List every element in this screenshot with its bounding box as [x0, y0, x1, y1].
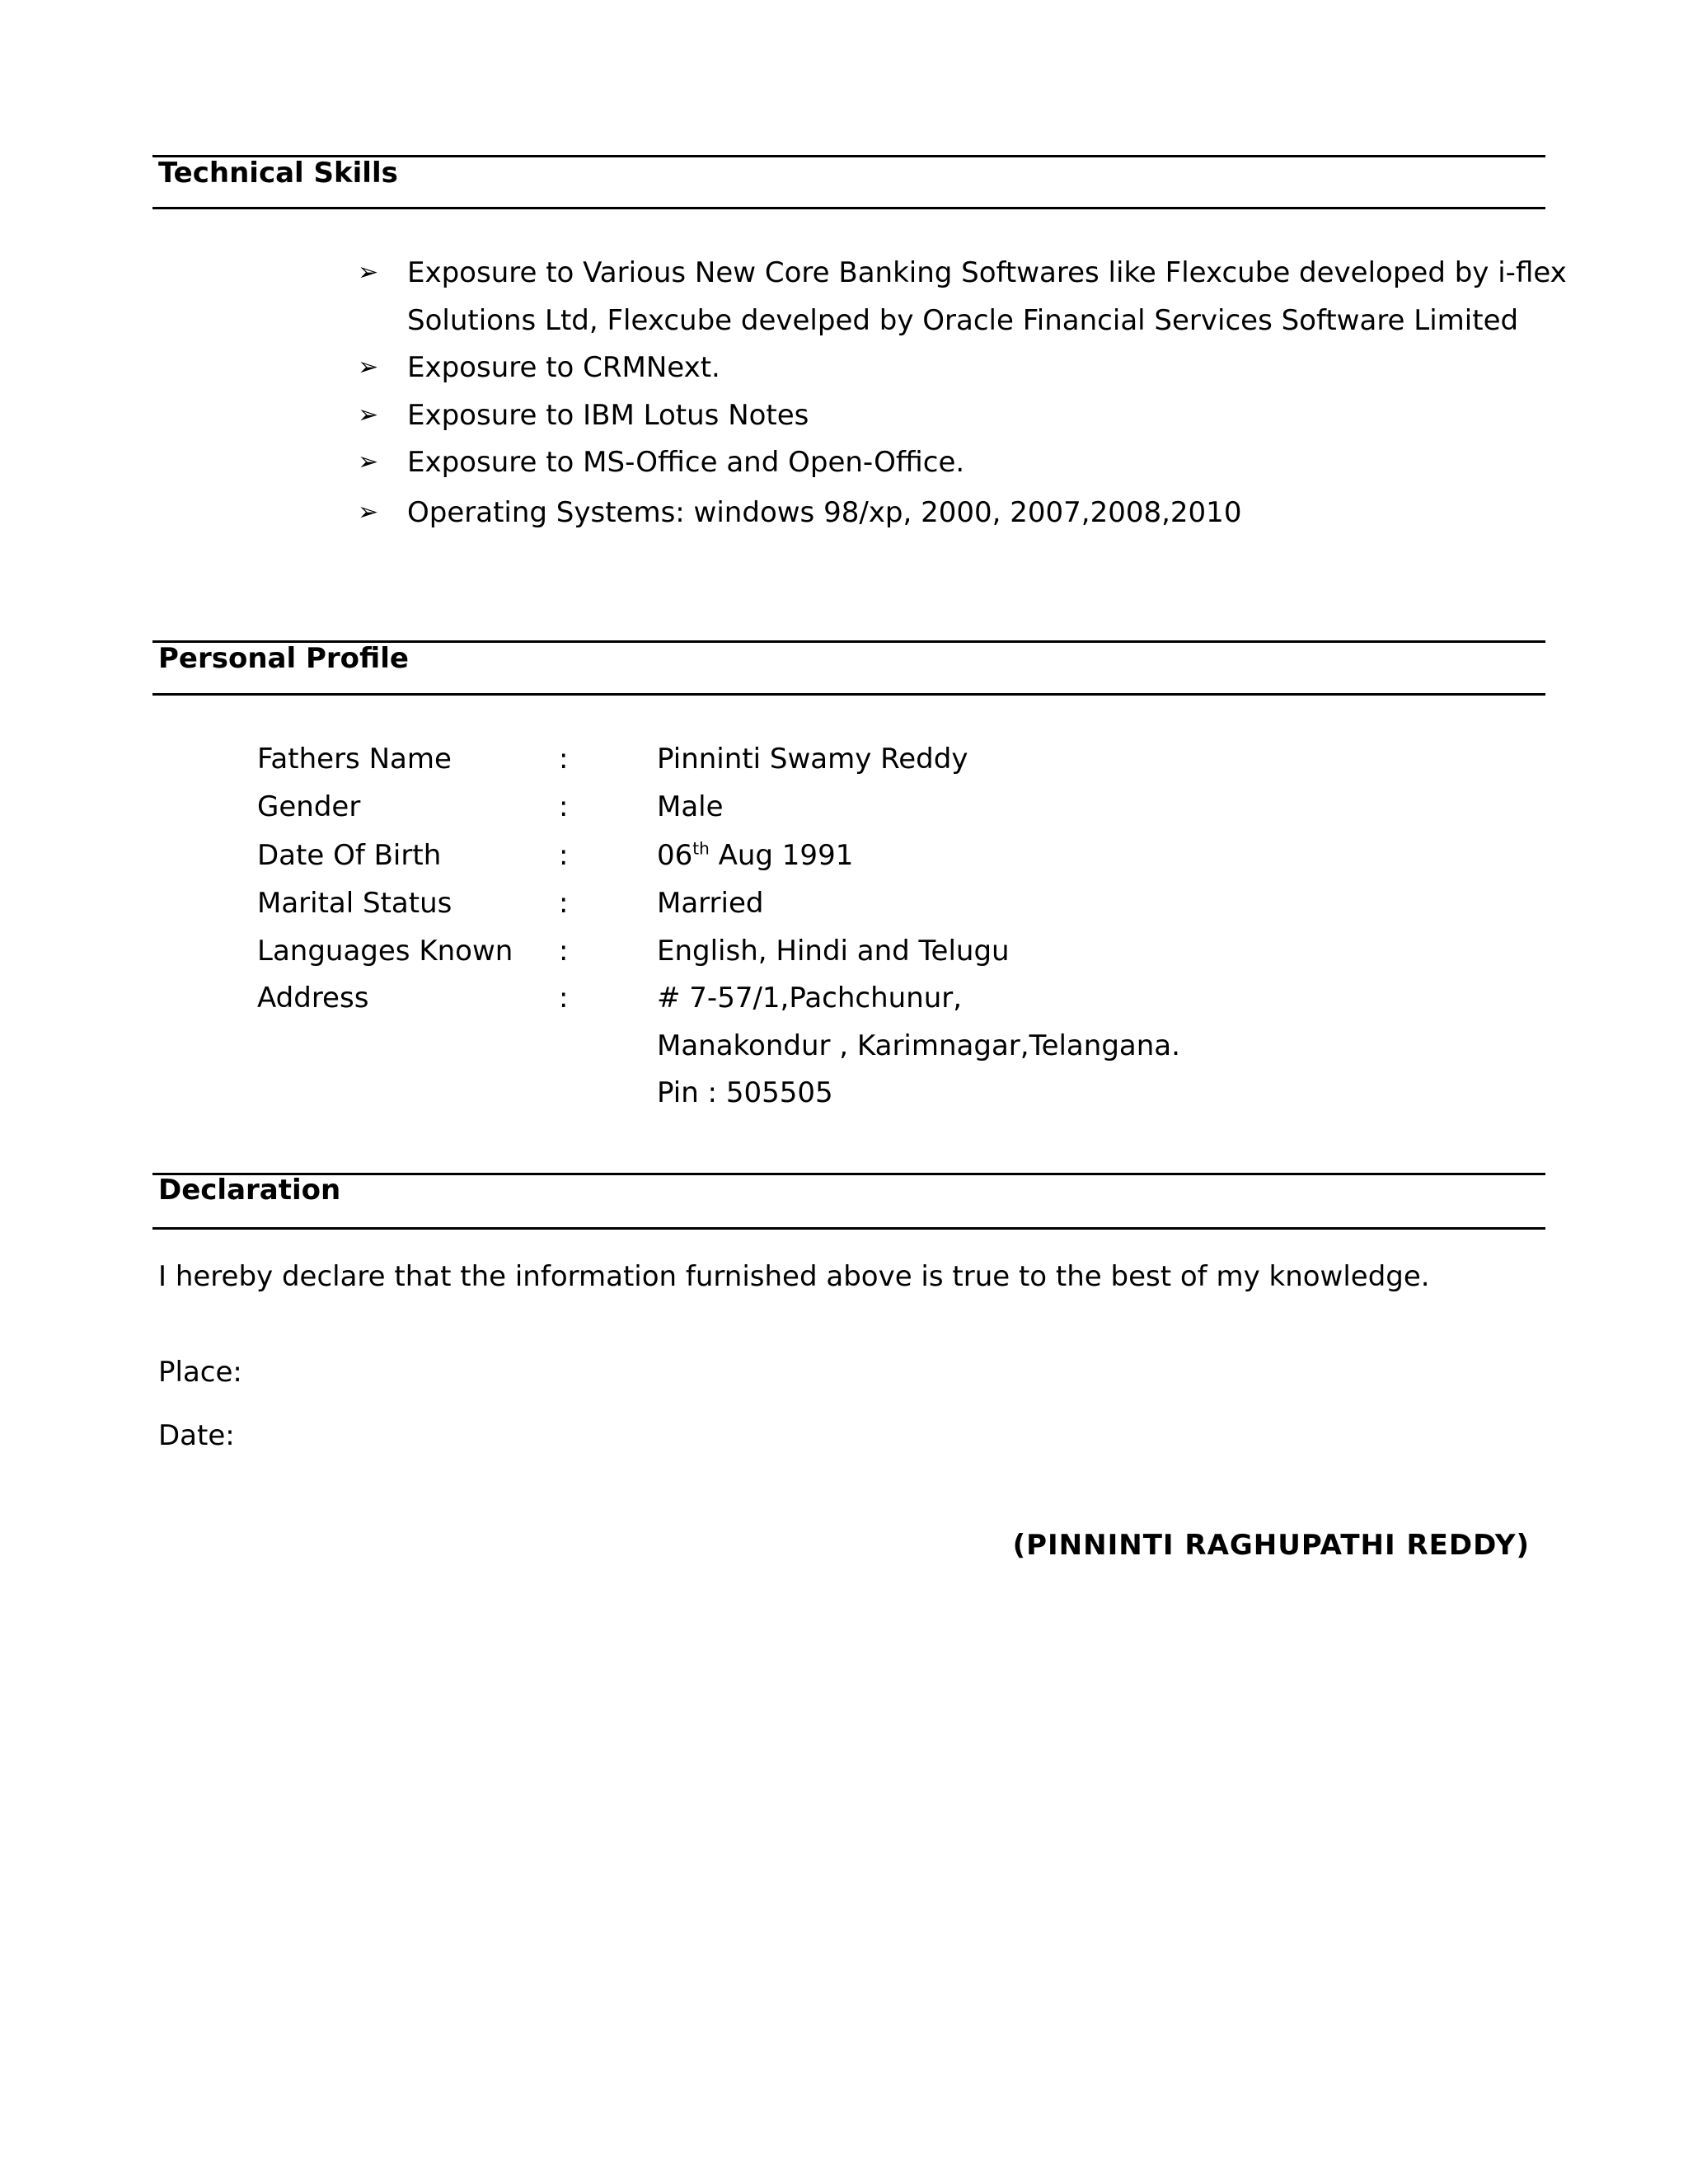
dob-day: 06 — [657, 839, 693, 872]
section-rule-bottom-personal-profile — [152, 693, 1545, 696]
profile-label: Languages Known — [257, 935, 513, 968]
skill-text: Exposure to CRMNext. — [407, 351, 720, 384]
place-label: Place: — [158, 1356, 242, 1389]
section-rule-top-declaration — [152, 1173, 1545, 1175]
profile-colon: : — [559, 743, 569, 776]
list-item — [0, 438, 1688, 486]
list-item — [0, 391, 1688, 439]
arrow-bullet-icon: ➢ — [358, 353, 379, 382]
skill-text: Exposure to IBM Lotus Notes — [407, 399, 809, 432]
skill-text: Solutions Ltd, Flexcube develped by Oracle Financial Services Software Limited — [407, 304, 1519, 337]
profile-label: Date Of Birth — [257, 839, 442, 872]
profile-value — [657, 832, 853, 879]
address-line-2: Manakondur , Karimnagar,Telangana. — [657, 1029, 1180, 1062]
list-item-continuation — [0, 297, 1688, 344]
skill-text: Exposure to Various New Core Banking Softwares like Flexcube developed by i-flex — [407, 256, 1567, 289]
profile-value: Male — [657, 790, 724, 823]
profile-value: English, Hindi and Telugu — [657, 935, 1010, 968]
section-rule-bottom-technical-skills — [152, 207, 1545, 209]
profile-colon: : — [559, 790, 569, 823]
profile-colon: : — [559, 839, 569, 872]
address-line-1: # 7-57/1,Pachchunur, — [657, 982, 963, 1015]
profile-label: Marital Status — [257, 887, 452, 920]
list-item — [0, 344, 1688, 391]
arrow-bullet-icon: ➢ — [358, 448, 379, 476]
list-item — [0, 249, 1688, 297]
arrow-bullet-icon: ➢ — [358, 498, 379, 527]
dob-month-year: Aug 1991 — [709, 839, 854, 872]
arrow-bullet-icon: ➢ — [358, 401, 379, 429]
profile-colon: : — [559, 935, 569, 968]
profile-label: Address — [257, 982, 369, 1015]
section-rule-bottom-declaration — [152, 1227, 1545, 1230]
section-title-technical-skills: Technical Skills — [158, 157, 398, 190]
date-label: Date: — [158, 1419, 235, 1452]
profile-colon: : — [559, 887, 569, 920]
list-item — [0, 489, 1688, 537]
section-title-declaration: Declaration — [158, 1174, 341, 1207]
profile-value: Married — [657, 887, 764, 920]
profile-label: Gender — [257, 790, 361, 823]
signature-name: (PINNINTI RAGHUPATHI REDDY) — [1012, 1529, 1530, 1562]
dob-day-suffix: th — [692, 838, 710, 859]
profile-value: Pinninti Swamy Reddy — [657, 743, 968, 776]
profile-label: Fathers Name — [257, 743, 452, 776]
profile-colon: : — [559, 982, 569, 1015]
declaration-statement: I hereby declare that the information furnished above is true to the best of my knowledge. — [158, 1260, 1430, 1293]
section-title-personal-profile: Personal Profile — [158, 642, 409, 675]
skill-text: Operating Systems: windows 98/xp, 2000, 2007,2008,2010 — [407, 496, 1242, 529]
skill-text: Exposure to MS-Office and Open-Office. — [407, 446, 965, 479]
arrow-bullet-icon: ➢ — [358, 258, 379, 287]
address-line-3: Pin : 505505 — [657, 1076, 833, 1109]
